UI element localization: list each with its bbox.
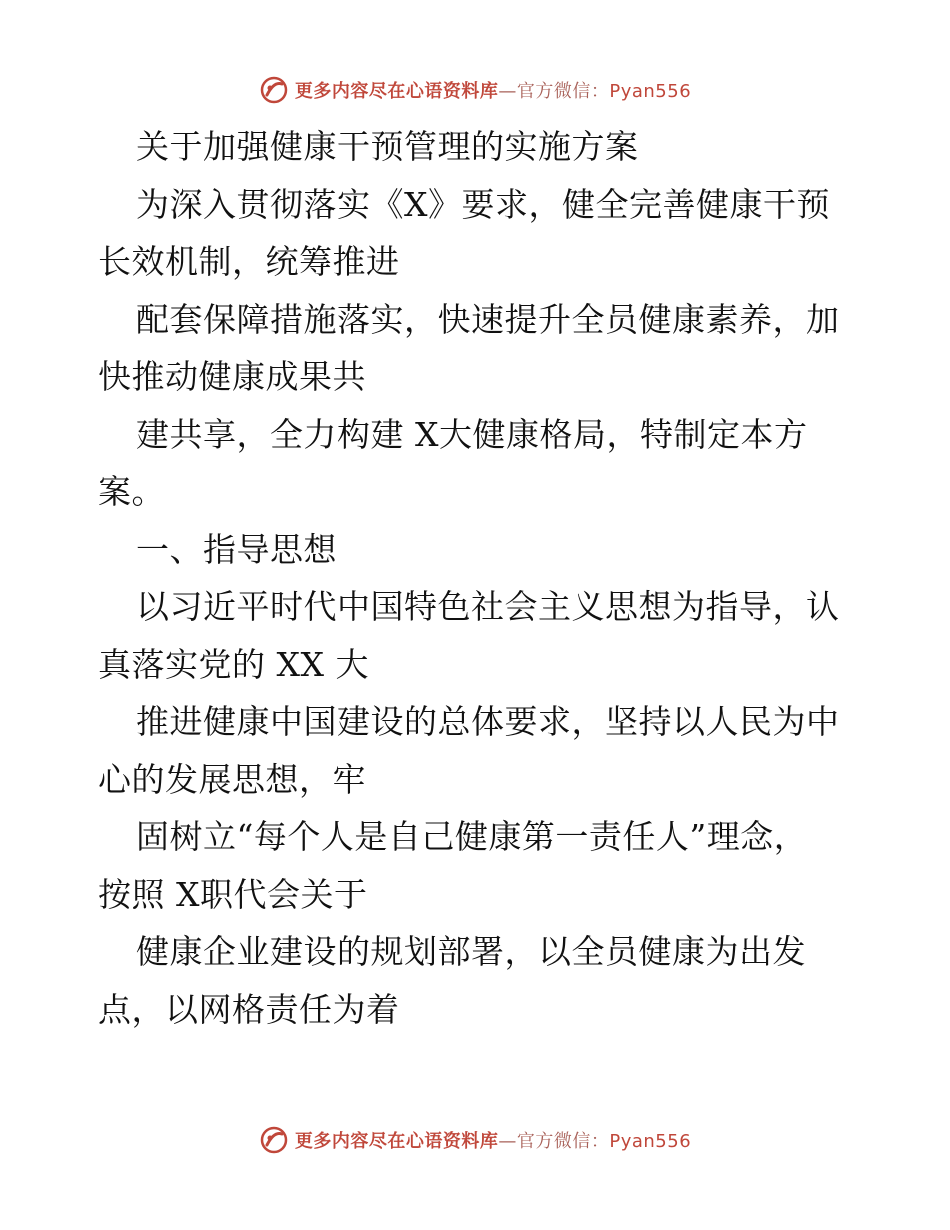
text-line: 配套保障措施落实，快速提升全员健康素养，加 bbox=[136, 299, 840, 339]
text-line: 案。 bbox=[98, 472, 165, 511]
logo-icon bbox=[259, 1125, 289, 1155]
watermark-text bbox=[295, 1127, 691, 1153]
section-heading: 一、指导思想 bbox=[136, 529, 337, 569]
document-title: 关于加强健康干预管理的实施方案 bbox=[136, 127, 639, 166]
watermark-site: 更多内容尽在心语资料库 bbox=[294, 1131, 499, 1152]
text-line: 为深入贯彻落实《X》要求，健全完善健康干预 bbox=[136, 184, 830, 224]
watermark-site: 更多内容尽在心语资料库 bbox=[294, 81, 499, 102]
watermark-wechat-id: Pyan556 bbox=[609, 1131, 692, 1152]
footer-watermark bbox=[0, 1120, 950, 1160]
watermark-label: —官方微信： bbox=[498, 1131, 610, 1152]
text-line: 固树立“每个人是自己健康第一责任人”理念， bbox=[136, 817, 808, 856]
logo-icon bbox=[259, 75, 289, 105]
watermark-text bbox=[295, 77, 691, 103]
text-line: 快推动健康成果共 bbox=[98, 357, 366, 396]
text-line: 按照 X职代会关于 bbox=[98, 874, 368, 914]
text-line: 真落实党的 XX 大 bbox=[98, 644, 369, 684]
text-line: 点，以网格责任为着 bbox=[98, 989, 400, 1029]
text-line: 建共享，全力构建 X大健康格局，特制定本方 bbox=[136, 414, 808, 454]
header-watermark bbox=[0, 70, 950, 110]
text-line: 以习近平时代中国特色社会主义思想为指导，认 bbox=[136, 587, 840, 626]
watermark-wechat-id: Pyan556 bbox=[609, 81, 692, 102]
watermark-label: —官方微信： bbox=[498, 81, 610, 102]
text-line: 健康企业建设的规划部署，以全员健康为出发 bbox=[136, 932, 806, 971]
document-body bbox=[98, 118, 858, 1038]
text-line: 长效机制，统筹推进 bbox=[98, 242, 400, 281]
text-line: 推进健康中国建设的总体要求，坚持以人民为中 bbox=[136, 702, 840, 741]
text-line: 心的发展思想，牢 bbox=[98, 759, 366, 799]
